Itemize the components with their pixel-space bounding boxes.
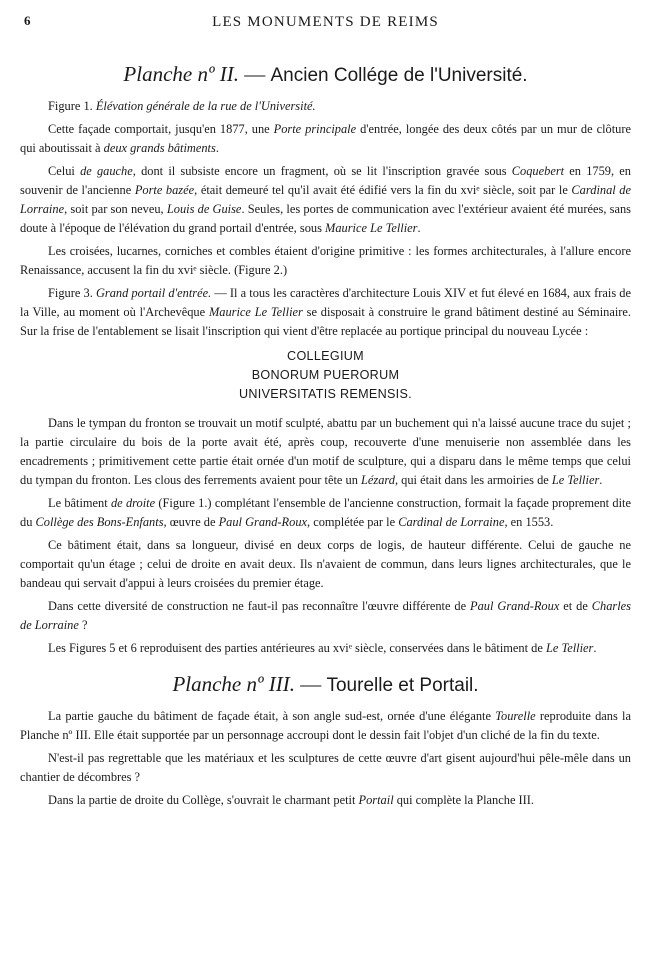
- paragraph: Celui de gauche, dont il subsiste encore un fragment, où se lit l'inscription gravée sous Coquebert en 1759, en souvenir de l'ancienne Porte bazée, était demeuré tel qu'il avait été édifié vers la fin du xviᵉ siècle, soit par le Cardinal de Lorraine, soit par son neveu, Louis de Guise. Seules, les portes de communication avec l'extérieur avaient été murées, sans doute à l'époque de l'élévation du grand portail d'entrée, sous Maurice Le Tellier.: [20, 164, 632, 235]
- plate-subject: Tourelle et Portail.: [326, 675, 479, 696]
- plate-label: Planche nº II.: [123, 62, 239, 86]
- paragraph: Les Figures 5 et 6 reproduisent des parties antérieures au xviᵉ siècle, conservées dans le bâtiment de Le Tellier.: [48, 641, 597, 655]
- inscription-line: COLLEGIUM: [287, 349, 364, 363]
- paragraph: Dans cette diversité de construction ne faut-il pas reconnaître l'œuvre différente de Paul Grand-Roux et de Charles de Lorraine ?: [20, 599, 631, 632]
- plate-subject: Ancien Collége de l'Université.: [270, 65, 528, 86]
- inscription-line: UNIVERSITATIS REMENSIS.: [239, 387, 412, 401]
- paragraph: Dans la partie de droite du Collège, s'ouvrait le charmant petit Portail qui complète la Planche III.: [48, 793, 535, 807]
- running-title: LES MONUMENTS DE REIMS: [212, 14, 439, 30]
- inscription-line: BONORUM PUERORUM: [251, 368, 400, 382]
- heading-dash: —: [238, 62, 271, 86]
- paragraph: N'est-il pas regrettable que les matériaux et les sculptures de cette œuvre d'art gisent aujourd'hui pêle-mêle dans un chantier de décombres ?: [20, 751, 631, 784]
- paragraph: Cette façade comportait, jusqu'en 1877, une Porte principale d'entrée, longée des deux côtés par un mur de clôture qui aboutissait à deux grands bâtiments.: [20, 122, 631, 155]
- heading-dash: —: [294, 672, 327, 696]
- running-header: [20, 0, 631, 40]
- paragraph: Dans le tympan du fronton se trouvait un motif sculpté, abattu par un buchement qui n'a laissé aucune trace du sujet ; la partie circulaire du bois de la porte avait été, après coup, recouverte d'une menuiserie non assemblée dans les encadrements ; primitivement cette partie était ornée d'un motif de sculpture, qui a disparu dans le même temps que celui du tympan du fronton. Les clous des ferrements avaient pour tête un Lézard, qui était dans les armoiries de Le Tellier.: [20, 416, 631, 487]
- paragraph-figure-3: Figure 3. Grand portail d'entrée. — Il a tous les caractères d'architecture Louis XIV et fut élevé en 1684, aux frais de la Ville, au moment où l'Archevêque Maurice Le Tellier se disposait à construire le grand bâtiment destiné au Séminaire. Sur la frise de l'entablement se lisait l'inscription qui vient d'être replacée au portique principal du nouveau Lycée :: [20, 286, 631, 338]
- plate-label: Planche nº III.: [172, 672, 295, 696]
- inscription: [20, 347, 631, 404]
- page-number: 6: [24, 13, 31, 28]
- paragraph: La partie gauche du bâtiment de façade était, à son angle sud-est, ornée d'une élégante Tourelle reproduite dans la Planche nº III. Elle était supportée par un personnage accroupi dont le dessin fait l'objet d'un cliché de la fin du texte.: [20, 709, 631, 742]
- section-heading-planche-iii: [20, 672, 631, 697]
- section-heading-planche-ii: [20, 62, 631, 87]
- paragraph-figure-1: Figure 1. Élévation générale de la rue de l'Université.: [48, 99, 316, 113]
- paragraph: Ce bâtiment était, dans sa longueur, divisé en deux corps de logis, de hauteur différente. Celui de gauche ne comportait qu'un étage ; celui de droite en avait deux. Ils n'avaient de commun, dans leurs lignes architecturales, que le bandeau qui servait d'appui à leurs croisées du premier étage.: [20, 538, 631, 590]
- paragraph: Les croisées, lucarnes, corniches et combles étaient d'origine primitive : les formes architecturales, à l'allure encore Renaissance, accusent la fin du xviᵉ siècle. (Figure 2.): [20, 244, 631, 277]
- paragraph: Le bâtiment de droite (Figure 1.) complétant l'ensemble de l'ancienne construction, formait la façade proprement dite du Collège des Bons-Enfants, œuvre de Paul Grand-Roux, complétée par le Cardinal de Lorraine, en 1553.: [20, 496, 631, 529]
